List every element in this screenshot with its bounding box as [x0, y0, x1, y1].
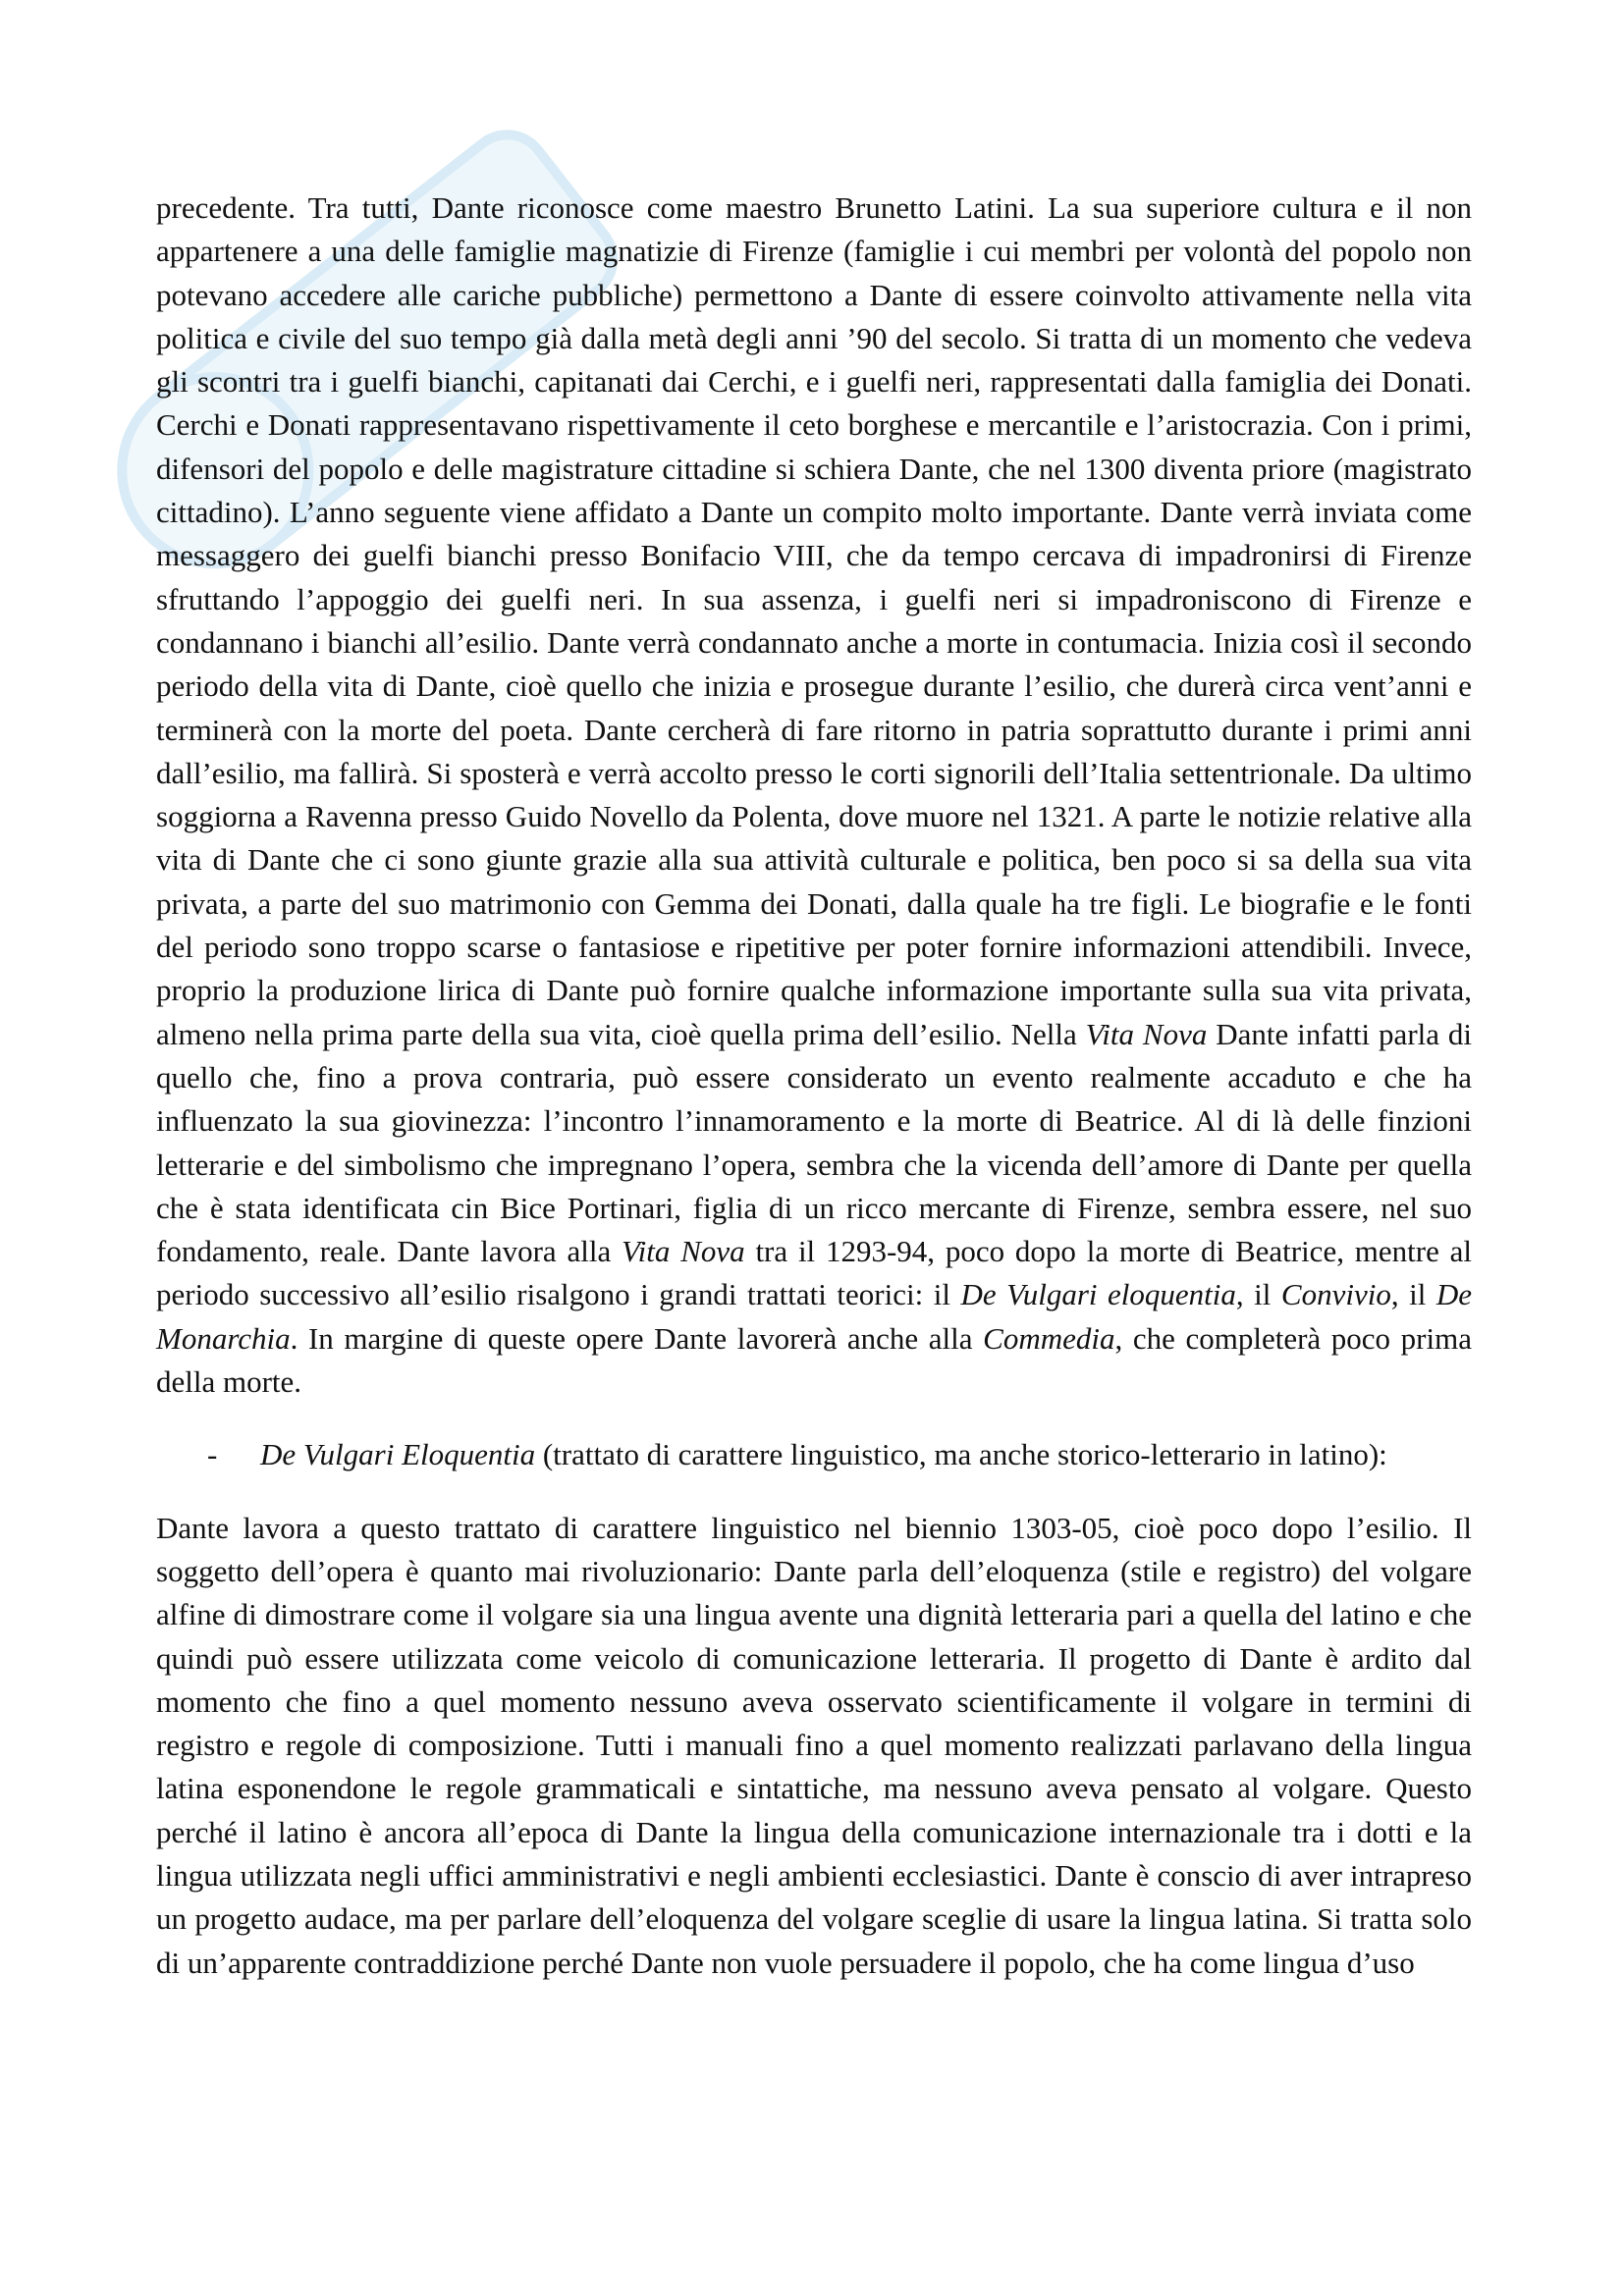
text-run: , il [1235, 1277, 1281, 1312]
body-paragraph-de-vulgari: Dante lavora a questo trattato di carattere linguistico nel biennio 1303-05, cioè poco dopo l’esilio. Il soggetto dell’opera è quanto mai rivoluzionario: Dante parla dell’eloquenza (stile e registro) del volgare alfine di dimostrare come il volgare sia una lingua avente una dignità letteraria pari a quella del latino e che quindi può essere utilizzata come veicolo di comunicazione letteraria. Il progetto di Dante è ardito dal momento che fino a quel momento nessuno aveva osservato scientificamente il volgare in termini di registro e regole di composizione. Tutti i manuali fino a quel momento realizzati parlavano della lingua latina esponendone le regole grammaticali e sintattiche, ma nessuno aveva pensato al volgare. Questo perché il latino è ancora all’epoca di Dante la lingua della comunicazione internazionale tra i dotti e la lingua utilizzata negli uffici amministrativi e negli ambienti ecclesiastici. Dante è conscio di aver intrapreso un progetto audace, ma per parlare dell’eloquenza del volgare sceglie di usare la lingua latina. Si tratta solo di un’apparente contraddizione perché Dante non vuole persuadere il popolo, che ha come lingua d’uso [156, 1510, 1472, 1980]
list-item-de-vulgari-eloquentia [207, 1433, 1472, 1476]
title-convivio: Convivio [1280, 1277, 1391, 1312]
list-item-text [260, 1433, 1387, 1476]
text-run: , che completerà poco prima della morte. [156, 1320, 1472, 1400]
title-vita-nova: Vita Nova [1085, 1016, 1208, 1051]
title-commedia: Commedia [983, 1320, 1115, 1356]
text-run: . In margine di queste opere Dante lavorerà anche alla [290, 1320, 984, 1356]
text-run: , il [1390, 1277, 1436, 1312]
text-run: tra il 1293-94, poco dopo la morte di Beatrice, mentre al periodo successivo all’esilio risalgono i grandi trattati teorici: il [156, 1234, 1473, 1312]
document-page [156, 187, 1472, 1985]
list-bullet-dash: - [207, 1437, 218, 1472]
text-run: Dante infatti parla di quello che, fino a prova contraria, può essere considerato un evento realmente accaduto e che ha influenzato la sua giovinezza: l’incontro l’innamoramento e la morte di Beatrice. Al di là delle finzioni letterarie e del simbolismo che impregnano l’opera, sembra che la vicenda dell’amore di Dante per quella che è stata identificata cin Bice Portinari, figlia di un ricco mercante di Firenze, sembra essere, nel suo fondamento, reale. Dante lavora alla [156, 1016, 1473, 1269]
body-paragraph-biography [156, 187, 1472, 1404]
title-vita-nova: Vita Nova [622, 1234, 745, 1269]
list-item-title: De Vulgari Eloquentia [260, 1437, 536, 1472]
text-run: precedente. Tra tutti, Dante riconosce come maestro Brunetto Latini. La sua superiore cultura e il non appartenere a una delle famiglie magnatizie di Firenze (famiglie i cui membri per volontà del popolo non potevano accedere alle cariche pubbliche) permettono a Dante di essere coinvolto attivamente nella vita politica e civile del suo tempo già dalla metà degli anni ’90 del secolo. Si tratta di un momento che vedeva gli scontri tra i guelfi bianchi, capitanati dai Cerchi, e i guelfi neri, rappresentati dalla famiglia dei Donati. Cerchi e Donati rappresentavano rispettivamente il ceto borghese e mercantile e l’aristocrazia. Con i primi, difensori del popolo e delle magistrature cittadine si schiera Dante, che nel 1300 diventa priore (magistrato cittadino). L’anno seguente viene affidato a Dante un compito molto importante. Dante verrà inviata come messaggero dei guelfi bianchi presso Bonifacio VIII, che da tempo cercava di impadronirsi di Firenze sfruttando l’appoggio dei guelfi neri. In sua assenza, i guelfi neri si impadroniscono di Firenze e condannano i bianchi all’esilio. Dante verrà condannato anche a morte in contumacia. Inizia così il secondo periodo della vita di Dante, cioè quello che inizia e prosegue durante l’esilio, che durerà circa vent’anni e terminerà con la morte del poeta. Dante cercherà di fare ritorno in patria soprattutto durante i primi anni dall’esilio, ma fallirà. Si sposterà e verrà accolto presso le corti signorili dell’Italia settentrionale. Da ultimo soggiorna a Ravenna presso Guido Novello da Polenta, dove muore nel 1321. A parte le notizie relative alla vita di Dante che ci sono giunte grazie alla sua attività culturale e politica, ben poco si sa della sua vita privata, a parte del suo matrimonio con Gemma dei Donati, dalla quale ha tre figli. Le biografie e le fonti del periodo sono troppo scarse o fantasiose e ripetitive per poter fornire informazioni attendibili. Invece, proprio la produzione lirica di Dante può fornire qualche informazione importante sulla sua vita privata, almeno nella prima parte della sua vita, cioè quella prima dell’esilio. Nella [156, 190, 1472, 1051]
title-de-vulgari-eloquentia: De Vulgari eloquentia [960, 1277, 1236, 1312]
title-de-monarchia: De Monarchia [156, 1277, 1472, 1356]
list-item-description: (trattato di carattere linguistico, ma anche storico-letterario in latino): [535, 1437, 1387, 1472]
